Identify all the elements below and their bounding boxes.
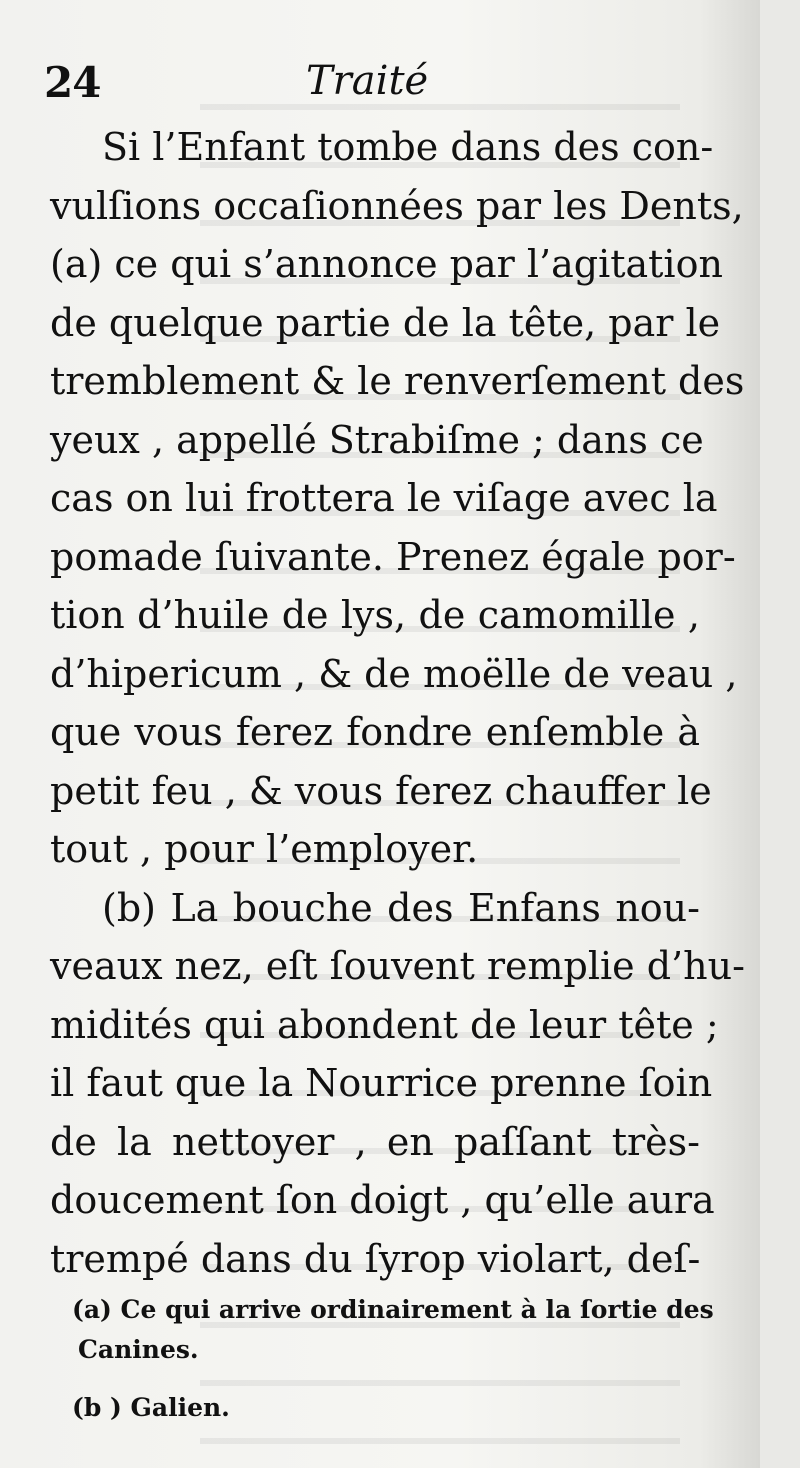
footnote-a-continuation: Canines. [78, 1335, 199, 1364]
text-line: de la nettoyer , en paſſant très- [50, 1119, 700, 1164]
footnotes [72, 1290, 712, 1428]
text-line: doucement ſon doigt , qu’elle aura [50, 1178, 715, 1222]
text-line: tion d’huile de lys, de camomille , [50, 593, 700, 637]
text-line: cas on lui frottera le viſage avec la [50, 476, 718, 520]
text-line: Si l’Enfant tombe dans des con- [102, 125, 714, 169]
footnote-a: (a) Ce qui arrive ordinairement à la ſortie des [72, 1295, 714, 1324]
text-line: tout , pour l’employer. [50, 827, 479, 871]
text-line: (a) ce qui s’annonce par l’agitation [50, 242, 723, 286]
text-line: (b) La bouche des Enfans nou- [102, 885, 700, 930]
text-line: midités qui abondent de leur tête ; [50, 1002, 719, 1047]
text-line: trempé dans du ſyrop violart, deſ- [50, 1236, 701, 1281]
text-line: vulſions occaſionnées par les Dents, [50, 183, 744, 228]
footnote-spacer [72, 1370, 712, 1388]
text-line: yeux , appellé Strabiſme ; dans ce [50, 417, 704, 462]
text-line: il faut que la Nourrice prenne ſoin [50, 1061, 713, 1105]
text-line: que vous ferez fondre enſemble à [50, 710, 700, 754]
running-title: Traité [306, 58, 429, 104]
page-number: 24 [44, 58, 101, 107]
text-line: d’hipericum , & de moëlle de veau , [50, 651, 738, 696]
footnote-b: (b ) Galien. [72, 1393, 230, 1422]
page-header [44, 52, 694, 112]
text-line: veaux nez, eſt ſouvent remplie d’hu- [50, 944, 745, 988]
text-line: petit feu , & vous ferez chauffer le [50, 768, 712, 813]
body-text [50, 118, 745, 1288]
text-line: tremblement & le renverſement des [50, 359, 745, 403]
text-line: de quelque partie de la tête, par le [50, 300, 721, 345]
text-line: pomade ſuivante. Prenez égale por- [50, 534, 736, 579]
